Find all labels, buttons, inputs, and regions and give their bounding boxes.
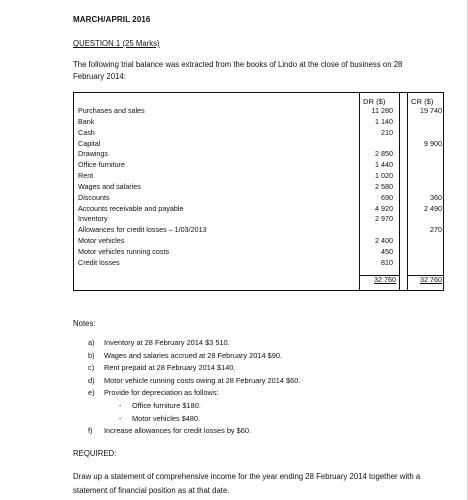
account-label: Capital <box>78 138 101 148</box>
table-row <box>78 171 444 182</box>
note-marker: f) <box>88 426 93 436</box>
cr-amount: 270 <box>430 225 442 235</box>
dr-amount: 1 440 <box>375 160 393 170</box>
dr-amount: 1 020 <box>375 171 393 181</box>
table-row <box>78 160 444 171</box>
account-label: Purchases and sales <box>78 106 145 115</box>
table-row <box>78 117 444 128</box>
sub-note-text: Office furniture $180. <box>132 400 201 410</box>
account-label: Office furniture <box>78 160 126 170</box>
cr-amount: 2 490 <box>424 203 442 213</box>
table-row <box>78 258 444 269</box>
dr-header: DR ($) <box>363 97 386 106</box>
dr-amount: 2 580 <box>375 181 393 191</box>
account-label: Cash <box>78 127 95 137</box>
note-marker: a) <box>88 338 95 347</box>
trial-balance-rows <box>78 106 444 269</box>
sub-note-item <box>88 414 428 427</box>
trial-balance-table <box>73 92 444 291</box>
dr-amount: 2 970 <box>375 214 393 224</box>
sub-note-item <box>88 401 428 414</box>
table-row <box>78 106 444 117</box>
table-row <box>78 193 444 204</box>
cr-amount: 19 740 <box>420 106 442 115</box>
note-text: Increase allowances for credit losses by $60. <box>104 426 252 436</box>
dr-amount: 810 <box>381 257 393 267</box>
dr-amount: 1 140 <box>375 116 393 126</box>
note-item <box>88 338 428 351</box>
table-row <box>78 149 444 160</box>
exam-heading: MARCH/APRIL 2016 <box>73 15 151 24</box>
account-label: Motor vehicles <box>78 236 125 246</box>
dash-bullet: - <box>119 413 122 423</box>
sub-note-text: Motor vehicles $480. <box>132 413 201 423</box>
notes-list <box>88 338 428 439</box>
table-row <box>78 204 444 215</box>
table-row <box>78 214 444 225</box>
account-label: Drawings <box>78 149 108 159</box>
note-item <box>88 388 428 401</box>
cr-header: CR ($) <box>411 97 434 106</box>
note-marker: b) <box>88 350 95 360</box>
table-row <box>78 182 444 193</box>
note-text: Wages and salaries accrued at 28 February 2014 $90. <box>104 350 283 360</box>
cr-total: 32 760 <box>420 275 442 284</box>
dr-amount: 690 <box>381 192 393 202</box>
dr-total: 32 760 <box>374 275 396 284</box>
dash-bullet: - <box>119 400 122 410</box>
dr-amount: 2 850 <box>375 149 393 159</box>
dr-amount: 4 920 <box>375 203 393 213</box>
table-row <box>78 139 444 150</box>
note-text: Inventory at 28 February 2014 $3 510. <box>104 338 230 347</box>
table-row <box>78 128 444 139</box>
table-row <box>78 236 444 247</box>
account-label: Discounts <box>78 192 110 202</box>
note-item <box>88 426 428 439</box>
dr-amount: 210 <box>381 127 393 137</box>
dr-amount: 11 280 <box>371 106 393 115</box>
account-label: Motor vehicles running costs <box>78 246 170 256</box>
note-text: Motor vehicle running costs owing at 28 February 2014 $60. <box>104 375 301 385</box>
note-marker: d) <box>88 375 95 385</box>
note-item <box>88 351 428 364</box>
note-text: Provide for depreciation as follows: <box>104 388 219 398</box>
intro-paragraph: The following trial balance was extracted from the books of Lindo at the close of business on 28 February 2014: <box>73 60 403 81</box>
note-item <box>88 376 428 389</box>
dr-amount: 2 400 <box>375 236 393 246</box>
note-item <box>88 363 428 376</box>
account-label: Inventory <box>78 214 108 224</box>
account-label: Allowances for credit losses – 1/03/2013 <box>78 225 207 235</box>
required-text: Draw up a statement of comprehensive income for the year ending 28 February 2014 together with a statement of financial position as at that date. <box>73 472 421 495</box>
table-row <box>78 247 444 258</box>
note-text: Rent prepaid at 28 February 2014 $140. <box>104 363 236 373</box>
required-title: REQUIRED: <box>73 449 117 458</box>
question-title: QUESTION 1 (25 Marks) <box>73 39 160 48</box>
notes-title: Notes: <box>73 319 96 328</box>
note-marker: c) <box>88 363 95 373</box>
cr-amount: 360 <box>430 192 442 202</box>
dr-amount: 450 <box>381 246 393 256</box>
note-marker: e) <box>88 388 95 398</box>
account-label: Credit losses <box>78 257 120 267</box>
account-label: Rent <box>78 171 94 181</box>
table-row <box>78 225 444 236</box>
account-label: Wages and salaries <box>78 181 141 191</box>
account-label: Accounts receivable and payable <box>78 203 184 213</box>
account-label: Bank <box>78 116 95 126</box>
cr-amount: 9 900 <box>424 138 442 148</box>
